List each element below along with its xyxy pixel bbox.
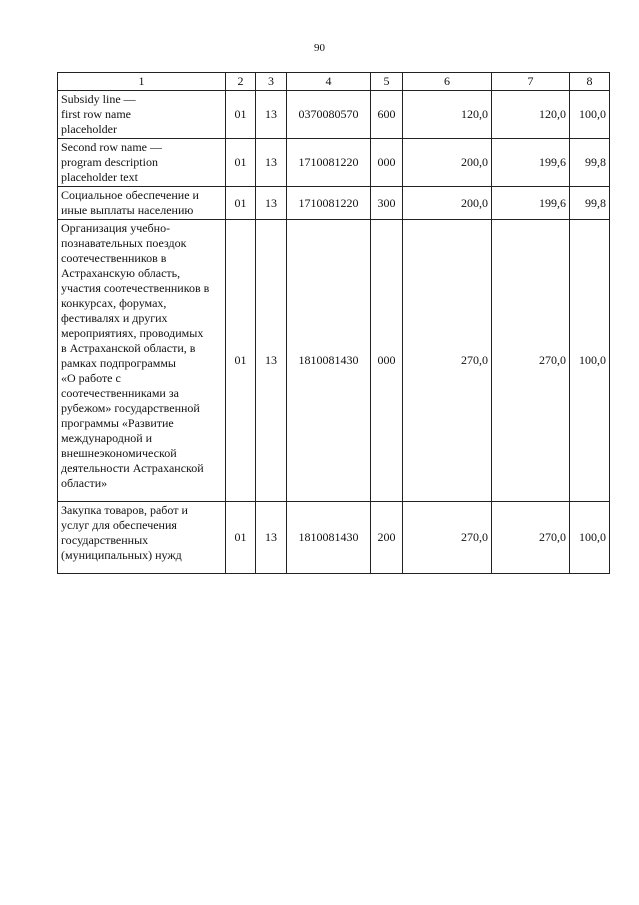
planned-amount: 270,0 <box>403 220 492 502</box>
header-cell: 3 <box>256 73 287 91</box>
section-code: 01 <box>226 220 256 502</box>
header-cell: 5 <box>371 73 403 91</box>
executed-amount: 270,0 <box>492 502 570 574</box>
row-name-cell <box>58 187 226 220</box>
header-cell: 1 <box>58 73 226 91</box>
target-article-code: 1810081430 <box>287 502 371 574</box>
section-code: 01 <box>226 187 256 220</box>
row-name-cell <box>58 139 226 187</box>
row-name: Социальное обеспечение и иные выплаты населению <box>61 188 199 217</box>
table-row <box>58 220 610 502</box>
header-cell: 2 <box>226 73 256 91</box>
expense-type-code: 000 <box>371 220 403 502</box>
subsection-code: 13 <box>256 187 287 220</box>
subsection-code: 13 <box>256 91 287 139</box>
table-row <box>58 187 610 220</box>
target-article-code: 1810081430 <box>287 220 371 502</box>
table-row <box>58 502 610 574</box>
execution-percent: 100,0 <box>570 91 610 139</box>
subsection-code: 13 <box>256 220 287 502</box>
execution-percent: 99,8 <box>570 139 610 187</box>
planned-amount: 200,0 <box>403 187 492 220</box>
execution-percent: 99,8 <box>570 187 610 220</box>
row-name: Subsidy line — first row name placeholder <box>61 92 136 136</box>
header-cell: 4 <box>287 73 371 91</box>
header-cell: 7 <box>492 73 570 91</box>
row-name-cell <box>58 502 226 574</box>
section-code: 01 <box>226 139 256 187</box>
expense-type-code: 300 <box>371 187 403 220</box>
header-cell: 6 <box>403 73 492 91</box>
executed-amount: 199,6 <box>492 187 570 220</box>
expense-type-code: 200 <box>371 502 403 574</box>
subsection-code: 13 <box>256 502 287 574</box>
target-article-code: 1710081220 <box>287 187 371 220</box>
expense-type-code: 000 <box>371 139 403 187</box>
page-number: 90 <box>314 42 325 54</box>
row-name: Second row name — program description placeholder text <box>61 140 162 184</box>
target-article-code: 0370080570 <box>287 91 371 139</box>
planned-amount: 200,0 <box>403 139 492 187</box>
subsection-code: 13 <box>256 139 287 187</box>
executed-amount: 270,0 <box>492 220 570 502</box>
executed-amount: 199,6 <box>492 139 570 187</box>
table-header-row <box>58 73 610 91</box>
table-row <box>58 139 610 187</box>
planned-amount: 120,0 <box>403 91 492 139</box>
section-code: 01 <box>226 91 256 139</box>
row-name-cell <box>58 91 226 139</box>
planned-amount: 270,0 <box>403 502 492 574</box>
executed-amount: 120,0 <box>492 91 570 139</box>
table-row <box>58 91 610 139</box>
target-article-code: 1710081220 <box>287 139 371 187</box>
section-code: 01 <box>226 502 256 574</box>
budget-table <box>57 72 610 574</box>
row-name-cell <box>58 220 226 502</box>
execution-percent: 100,0 <box>570 220 610 502</box>
expense-type-code: 600 <box>371 91 403 139</box>
header-cell: 8 <box>570 73 610 91</box>
execution-percent: 100,0 <box>570 502 610 574</box>
row-name: Организация учебно- познавательных поездок соотечественников в Астраханскую область, участия соотечественников в конкурсах, форумах, фестивалях и других мероприятиях, проводимых в Астраханской области, в рамках подпрограммы «О работе с соотечественниками за рубежом» государственной программы «Развитие международной и внешнеэкономической деятельности Астраханской области» <box>61 221 210 490</box>
row-name: Закупка товаров, работ и услуг для обеспечения государственных (муниципальных) нужд <box>61 503 188 562</box>
